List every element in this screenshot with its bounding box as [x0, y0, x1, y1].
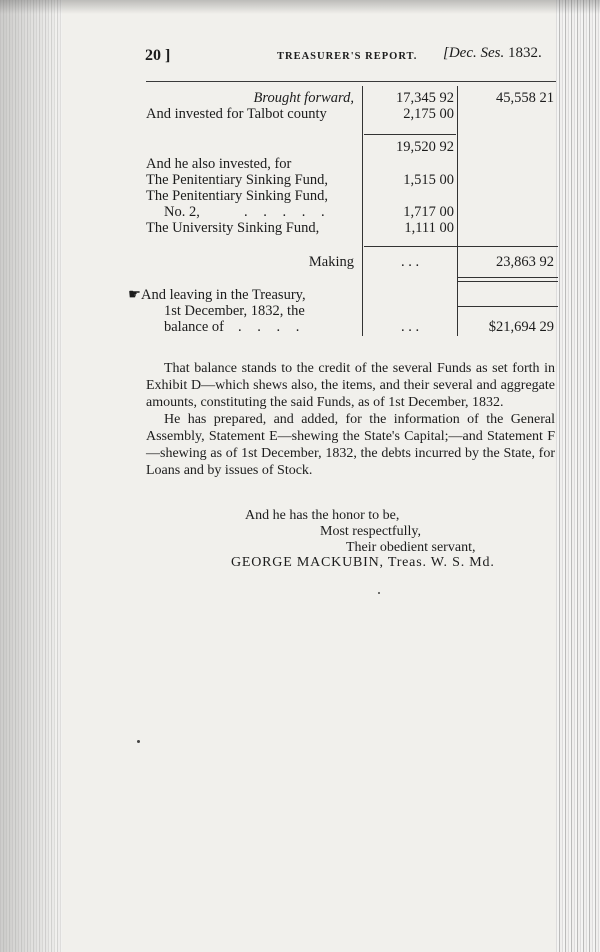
university-label: The University Sinking Fund, — [146, 220, 320, 236]
brought-forward-label: Brought forward, — [253, 90, 354, 106]
leaving-line-1-text: And leaving in the Treasury, — [141, 287, 306, 303]
column-rule-left — [362, 86, 363, 336]
leader-dots-balance: . . . . — [238, 319, 306, 335]
penitentiary-amount: 1,515 00 — [403, 172, 454, 188]
talbot-label: And invested for Talbot county — [146, 106, 327, 122]
making-rule-top — [364, 246, 558, 247]
closing-line-3: Their obedient servant, — [346, 540, 476, 555]
brought-forward-amount: 17,345 92 — [396, 90, 454, 106]
brought-forward-total: 45,558 21 — [496, 90, 554, 106]
ink-speck — [137, 740, 140, 743]
page-header — [145, 44, 555, 72]
subtotal-rule — [364, 134, 456, 135]
also-invested-label: And he also invested, for — [146, 156, 292, 172]
making-label: Making — [308, 254, 354, 270]
leaving-line-1 — [128, 287, 306, 303]
paragraph-1: That balance stands to the credit of the several Funds as set forth in Exhibit D—which shews also, the items, and their several and aggregate amounts, constituting the said Funds, as of 1st December, 1832. — [146, 361, 555, 410]
page-number: 20 ] — [145, 47, 171, 64]
university-amount: 1,111 00 — [404, 220, 454, 236]
session-label — [443, 45, 542, 62]
penitentiary2-sub: No. 2, — [164, 204, 200, 220]
penitentiary-label: The Penitentiary Sinking Fund, — [146, 172, 329, 188]
making-rule-bottom — [458, 277, 558, 278]
header-rule — [146, 81, 556, 82]
running-head: TREASURER'S REPORT. — [277, 51, 418, 62]
column-rule-right — [457, 86, 458, 336]
balance-total: $21,694 29 — [488, 319, 554, 335]
making-total: 23,863 92 — [496, 254, 554, 270]
leaving-line-3: balance of — [164, 319, 224, 335]
session-text: [Dec. Ses. — [443, 45, 505, 61]
making-rule-double — [458, 281, 558, 282]
making-dots: . . . — [400, 254, 420, 270]
closing-line-2: Most respectfully, — [320, 524, 421, 539]
leaving-dots: . . . — [400, 319, 420, 335]
balance-rule-top — [458, 306, 558, 307]
session-year: 1832. — [507, 45, 542, 61]
talbot-amount: 2,175 00 — [403, 106, 454, 122]
leader-dots: . . . . . — [244, 204, 331, 220]
pointing-hand-icon: ☛ — [128, 287, 141, 303]
paragraph-2: He has prepared, and added, for the information of the General Assembly, Statement E—shewing the State's Capital;—and Statement F—shewing as of 1st December, 1832, the debts incurred by the State, for Loans and by issues of Stock. — [146, 412, 555, 478]
signature: GEORGE MACKUBIN, Treas. W. S. Md. — [231, 555, 495, 570]
closing-line-1: And he has the honor to be, — [245, 508, 400, 523]
leaving-line-2: 1st December, 1832, the — [164, 303, 305, 319]
ink-speck — [378, 592, 380, 594]
subtotal-amount: 19,520 92 — [396, 139, 454, 155]
penitentiary2-label: The Penitentiary Sinking Fund, — [146, 188, 329, 204]
account-table — [128, 86, 558, 344]
report-body — [146, 360, 555, 479]
penitentiary2-amount: 1,717 00 — [403, 204, 454, 220]
